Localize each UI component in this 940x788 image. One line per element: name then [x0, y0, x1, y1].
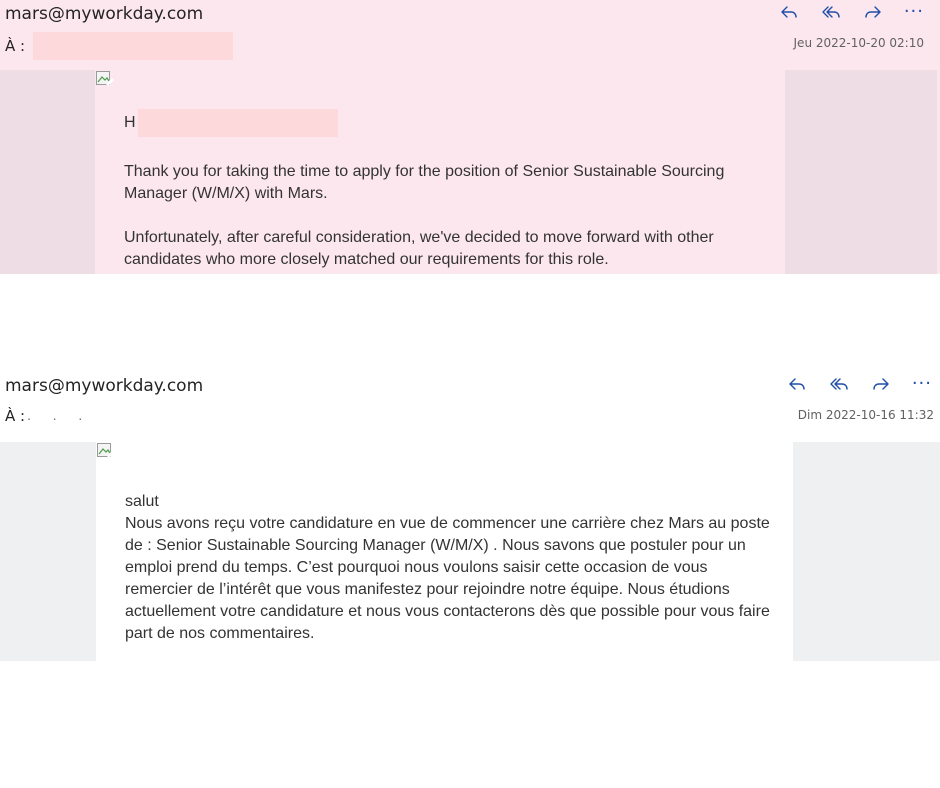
forward-button[interactable] — [852, 0, 894, 24]
recipient-row — [5, 406, 91, 426]
message-body-frame — [0, 442, 940, 661]
reply-button[interactable] — [768, 0, 810, 24]
greeting — [124, 109, 338, 137]
message-body — [96, 442, 793, 661]
body-paragraph: Thank you for taking the time to apply for the position of Senior Sustainable Sourcing Manager (W/M/X) with Mars. — [124, 163, 725, 202]
body-paragraph: Unfortunately, after careful consideration, we've decided to move forward with other candidates who more closely matched our requirements for this role. — [124, 229, 714, 268]
greeting: salut — [125, 493, 159, 510]
broken-image-icon — [97, 443, 115, 460]
reply-all-button[interactable] — [810, 0, 852, 24]
message-body — [95, 70, 785, 274]
sender-address[interactable]: mars@myworkday.com — [5, 376, 204, 396]
more-icon: ··· — [903, 1, 924, 22]
forward-icon — [871, 374, 891, 394]
recipient-row — [5, 32, 233, 60]
message-body-frame — [0, 70, 937, 274]
sender-address[interactable]: mars@myworkday.com — [5, 4, 204, 24]
message-actions — [768, 0, 924, 24]
more-actions-button[interactable] — [902, 372, 932, 396]
broken-image-icon — [96, 71, 114, 88]
body-margin-right — [785, 70, 937, 274]
redacted-name — [138, 109, 338, 137]
forward-icon — [863, 2, 883, 22]
body-margin-left — [0, 70, 95, 274]
email-message-2[interactable] — [0, 370, 940, 661]
email-message-1[interactable] — [0, 0, 940, 274]
body-paragraph: Nous avons reçu votre candidature en vue de commencer une carrière chez Mars au poste de : Senior Sustainable Sourcing Manager (W/M/X) . Nous savons que postuler pour un emploi prend du temps. C’est pourquoi nous voulons saisir cette occasion de vous remercier de l’intérêt que vous manifestez pour rejoindre notre équipe. Nous étudions actuellement votre candidature et nous vous contacterons dès que possible pour vous faire part de nos commentaires. — [125, 515, 770, 642]
message-actions — [776, 372, 932, 396]
more-icon: ··· — [911, 373, 932, 394]
to-label: À : — [5, 407, 26, 425]
greeting-text: H — [124, 114, 136, 131]
to-label: À : — [5, 37, 26, 55]
forward-button[interactable] — [860, 372, 902, 396]
more-actions-button[interactable] — [894, 0, 924, 24]
reply-all-icon — [821, 2, 841, 22]
sent-date: Jeu 2022-10-20 02:10 — [793, 36, 924, 50]
reply-icon — [779, 2, 799, 22]
redacted-recipient — [33, 32, 233, 60]
reply-all-icon — [829, 374, 849, 394]
body-margin-right — [793, 442, 940, 661]
reply-button[interactable] — [776, 372, 818, 396]
reply-all-button[interactable] — [818, 372, 860, 396]
redacted-recipient: . . . — [27, 409, 92, 423]
body-margin-left — [0, 442, 96, 661]
reply-icon — [787, 374, 807, 394]
sent-date: Dim 2022-10-16 11:32 — [797, 408, 934, 422]
